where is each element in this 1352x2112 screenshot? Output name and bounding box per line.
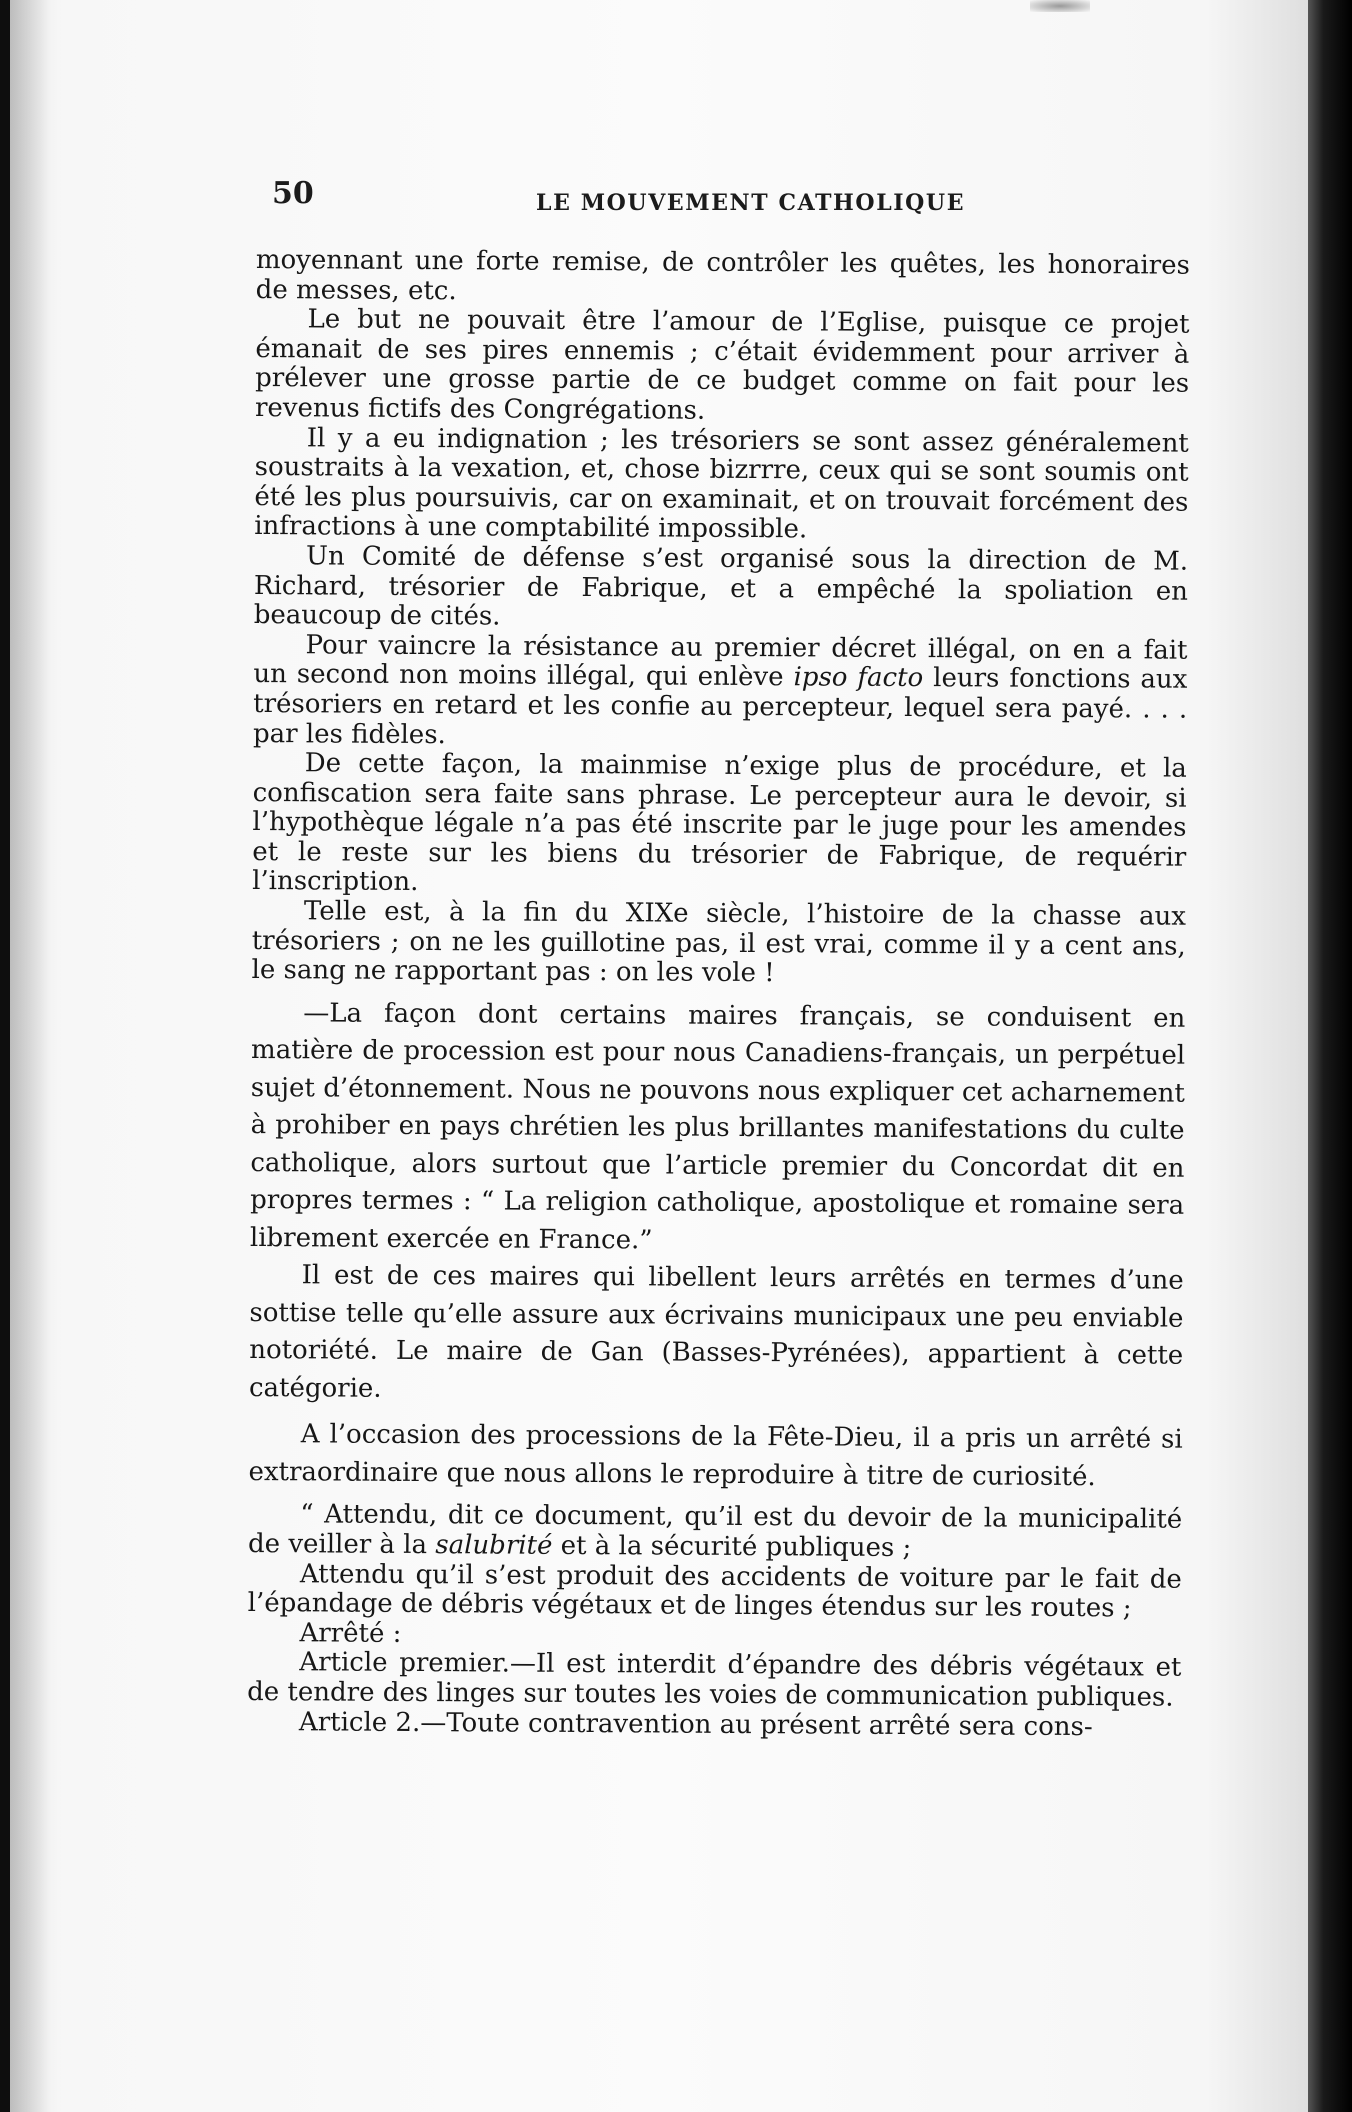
paragraph-4: Un Comité de défense s’est organisé sous la direction de M. Richard, trésorier de Fabrique, et a empêché la spoliation en beaucoup de cités. — [253, 541, 1189, 632]
salubrite-italic: salubrité — [435, 1530, 553, 1561]
ipso-facto-italic: ipso facto — [793, 662, 924, 694]
paragraph-10: A l’occasion des processions de la Fête-Dieu, il a pris un arrêté si extraordinaire que nous allons le reproduire à titre de curiosité. — [248, 1419, 1183, 1492]
paragraph-6: De cette façon, la mainmise n’exige plus de procédure, et la confiscation sera faite sans phrase. Le percepteur aura le devoir, si l’hypothèque légale n’a pas été inscrite par le juge pour les amendes et le reste sur les biens du trésorier de Fabrique, de requérir l’inscription. — [252, 748, 1187, 898]
paragraph-7: Telle est, à la fin du XIXe siècle, l’histoire de la chasse aux trésoriers ; on ne les guillotine pas, il est vrai, comme il y a cent ans, le sang ne rapportant pas : on les vole ! — [251, 896, 1187, 989]
decree-preamble-1-text-a: “ Attendu, dit ce document, qu’il est du devoir de la municipalité de veiller à la — [247, 1499, 1183, 1561]
paragraph-5-text-b: leurs fonctions aux trésoriers en retard et les confie au percepteur, lequel sera payé. . . . par les fidèles. — [252, 663, 1188, 750]
spine-shadow — [10, 0, 50, 2112]
decree-article-2: Article 2.—Toute contravention au présent arrêté sera cons- — [298, 1706, 1093, 1742]
running-head: LE MOUVEMENT CATHOLIQUE — [536, 190, 966, 216]
decree-arrete: Arrêté : — [299, 1618, 402, 1649]
paragraph-3: Il y a eu indignation ; les trésoriers se sont assez généralement soustraits à la vexation, et, chose bizrrre, ceux qui se sont soumis ont été les plus poursuivis, car on examinait, et on trouvait forcément des infractions à une comptabilité impossible. — [254, 422, 1189, 545]
body-text — [247, 246, 1190, 1743]
decree-preamble-2: Attendu qu’il s’est produit des accidents de voiture par le fait de l’épandage de débris végétaux et de linges étendus sur les routes ; — [247, 1558, 1182, 1624]
paragraph-5-text-a: Pour vaincre la résistance au premier décret illégal, on en a fait un second non moins illégal, qui enlève — [253, 630, 1188, 693]
paragraph-5 — [253, 631, 1188, 755]
paragraph-9: Il est de ces maires qui libellent leurs arrêtés en termes d’une sottise telle qu’elle assure aux écrivains municipaux une peu enviable notoriété. Le maire de Gan (Basses-Pyrénées), appartient à cette catégorie. — [248, 1260, 1184, 1404]
decree-article-1: Article premier.—Il est interdit d’épandre des débris végétaux et de tendre des linges sur toutes les voies de communication publiques. — [247, 1647, 1182, 1713]
decree-preamble-1-text-b: et à la sécurité publiques ; — [552, 1530, 912, 1563]
paragraph-1: moyennant une forte remise, de contrôler les quêtes, les honoraires de messes, etc. — [255, 245, 1190, 306]
page-header — [270, 176, 1170, 224]
ink-blot — [1030, 0, 1090, 12]
paragraph-2: Le but ne pouvait être l’amour de l’Eglise, puisque ce projet émanait de ses pires ennemis ; c’était évidemment pour arriver à prélever une grosse partie de ce budget comme on fait pour les revenus fictifs des Congrégations. — [254, 304, 1190, 426]
page-number: 50 — [272, 176, 314, 211]
paragraph-8: —La façon dont certains maires français, se conduisent en matière de procession est pour nous Canadiens-français, un perpétuel sujet d’étonnement. Nous ne pouvons nous expliquer cet acharnement à prohiber en pays chrétien les plus brillantes manifestations du culte catholique, alors surtout que l’article premier du Concordat dit en propres termes : “ La religion catholique, apostolique et romaine sera librement exercée en France.” — [249, 998, 1186, 1256]
page-edge-shadow — [1308, 0, 1352, 2112]
decree-preamble-1 — [248, 1500, 1182, 1565]
